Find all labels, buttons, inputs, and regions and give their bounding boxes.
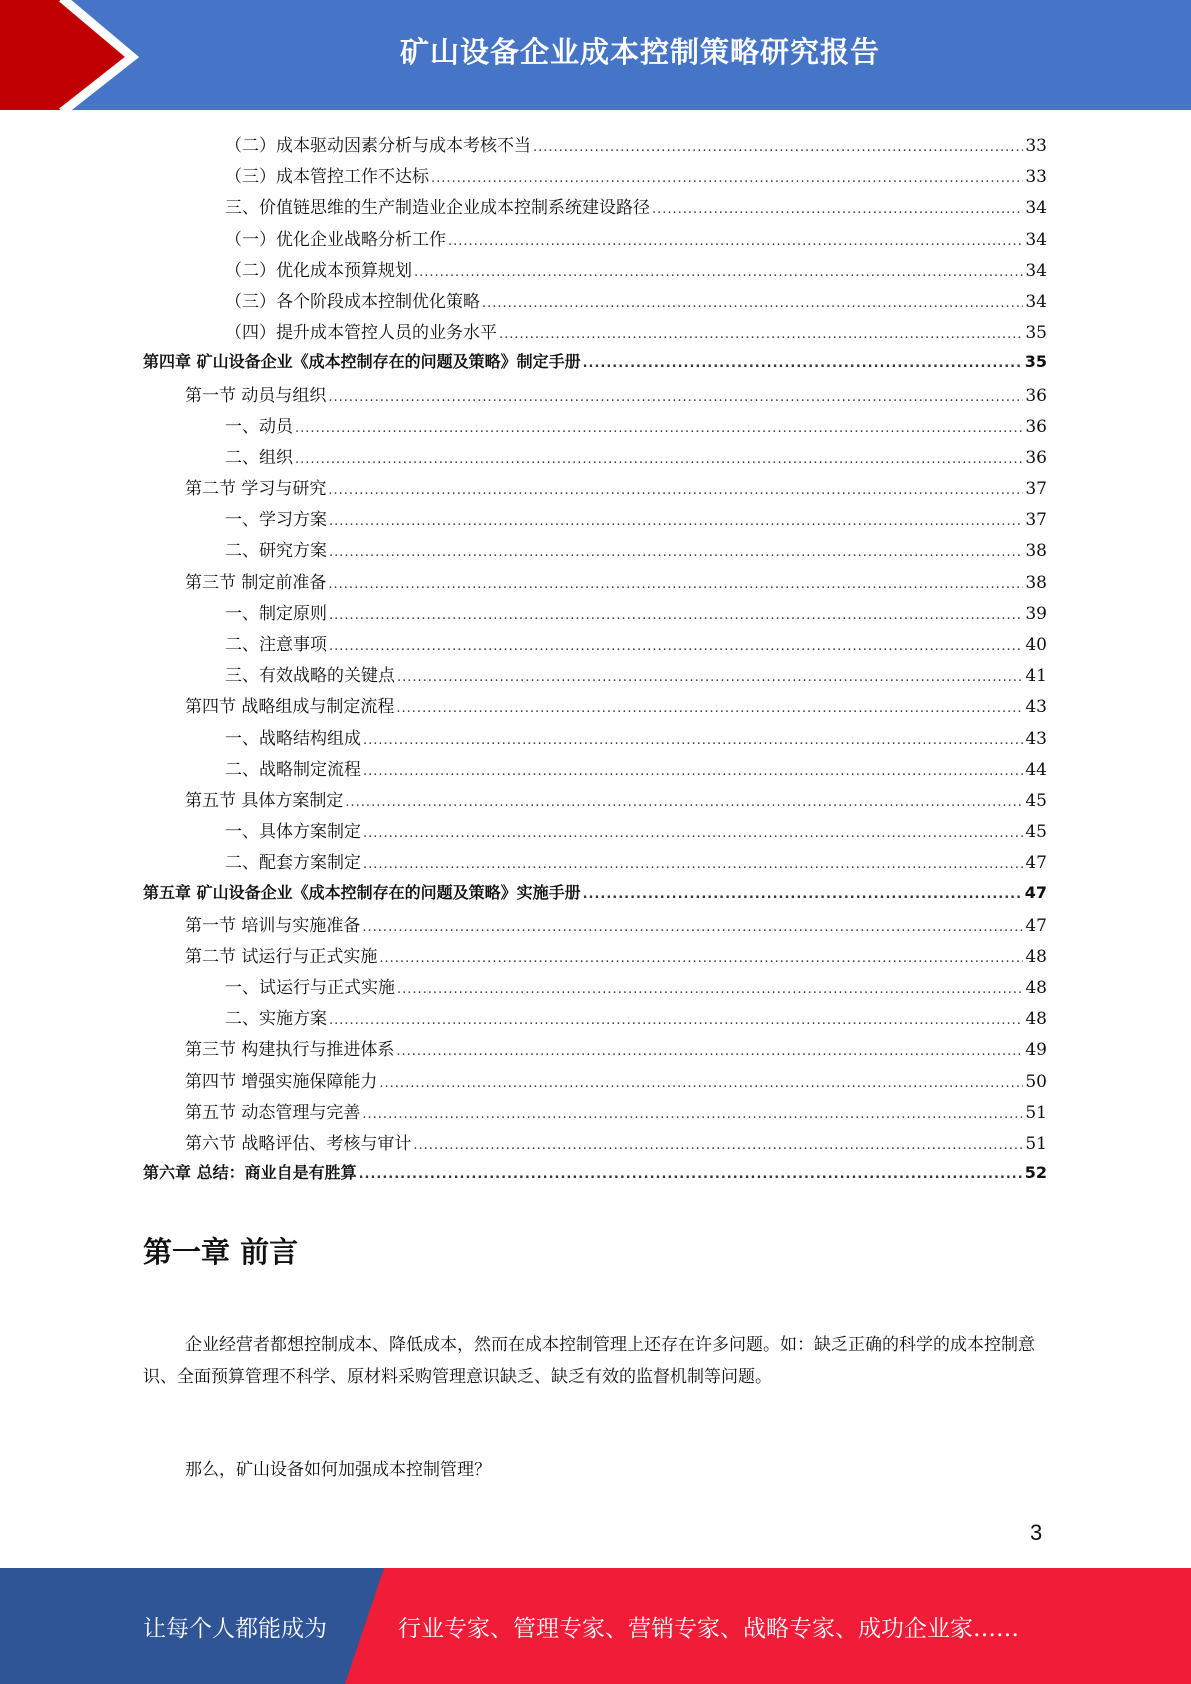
toc-leader-dots (482, 292, 1023, 312)
toc-entry-page: 37 (1025, 510, 1047, 531)
toc-entry-title: 一、试运行与正式实施 (225, 978, 395, 999)
toc-entry-title: 第四章 矿山设备企业《成本控制存在的问题及策略》制定手册 (143, 352, 581, 372)
toc-entry-title: 三、有效战略的关键点 (225, 666, 395, 687)
document-title: 矿山设备企业成本控制策略研究报告 (399, 35, 880, 69)
toc-entry-title: 一、战略结构组成 (225, 728, 361, 749)
toc-entry[interactable] (143, 1067, 1047, 1098)
toc-entry-page: 52 (1024, 1163, 1047, 1183)
toc-entry-page: 36 (1025, 416, 1047, 437)
toc-entry-title: （四）提升成本管控人员的业务水平 (225, 323, 497, 344)
table-of-contents (143, 131, 1047, 1191)
toc-entry-title: 二、注意事项 (225, 635, 327, 655)
toc-entry-title: 第五节 动态管理与完善 (185, 1102, 361, 1123)
toc-leader-dots (414, 261, 1023, 281)
toc-entry[interactable] (143, 755, 1047, 786)
toc-leader-dots (363, 729, 1023, 749)
toc-leader-dots (396, 697, 1023, 717)
toc-entry-page: 40 (1025, 635, 1047, 655)
toc-entry[interactable] (143, 630, 1047, 661)
toc-entry-title: 一、制定原则 (225, 603, 327, 624)
toc-entry[interactable] (143, 349, 1047, 380)
toc-entry[interactable] (143, 443, 1047, 474)
toc-entry[interactable] (143, 817, 1047, 848)
toc-entry[interactable] (143, 880, 1047, 911)
toc-entry-title: 第五章 矿山设备企业《成本控制存在的问题及策略》实施手册 (143, 882, 581, 902)
toc-entry-title: 第二节 学习与研究 (185, 479, 327, 500)
toc-entry-page: 41 (1025, 666, 1047, 687)
toc-leader-dots (652, 198, 1023, 218)
toc-entry-title: 第六节 战略评估、考核与审计 (185, 1134, 412, 1154)
toc-entry-title: 二、配套方案制定 (225, 853, 361, 874)
toc-entry-page: 44 (1025, 759, 1047, 780)
toc-entry-title: 第四节 战略组成与制定流程 (185, 697, 395, 718)
toc-entry-title: 三、价值链思维的生产制造业企业成本控制系统建设路径 (225, 198, 650, 219)
toc-entry[interactable] (143, 973, 1047, 1004)
footer-slogan-left: 让每个人都能成为 (143, 1616, 327, 1642)
toc-leader-dots (413, 1134, 1023, 1154)
toc-entry-title: 第一节 培训与实施准备 (185, 915, 361, 936)
toc-entry[interactable] (143, 942, 1047, 973)
toc-leader-dots (363, 853, 1023, 873)
page-footer (0, 1568, 1191, 1684)
page-number: 3 (1030, 1520, 1043, 1545)
toc-entry-title: 一、学习方案 (225, 510, 327, 531)
toc-entry[interactable] (143, 318, 1047, 349)
toc-entry-page: 43 (1025, 697, 1047, 718)
toc-leader-dots (362, 1103, 1023, 1123)
toc-entry-title: （三）成本管控工作不达标 (225, 167, 429, 188)
toc-entry-title: （三）各个阶段成本控制优化策略 (225, 291, 480, 312)
toc-entry-page: 34 (1025, 291, 1047, 312)
toc-entry[interactable] (143, 848, 1047, 879)
toc-entry-title: 二、研究方案 (225, 541, 327, 562)
toc-leader-dots (363, 760, 1023, 780)
toc-entry-title: 第五节 具体方案制定 (185, 790, 344, 811)
toc-entry[interactable] (143, 256, 1047, 287)
toc-entry-page: 48 (1025, 978, 1047, 999)
toc-entry-page: 47 (1025, 915, 1047, 936)
toc-leader-dots (328, 386, 1023, 406)
toc-entry[interactable] (143, 599, 1047, 630)
toc-entry-page: 45 (1025, 822, 1047, 843)
toc-entry-page: 51 (1025, 1134, 1047, 1154)
toc-entry[interactable] (143, 786, 1047, 817)
header-chevron-decoration (0, 0, 160, 110)
toc-leader-dots (329, 510, 1023, 530)
toc-leader-dots (448, 230, 1023, 250)
toc-entry-title: 第二节 试运行与正式实施 (185, 946, 378, 967)
toc-leader-dots (379, 1072, 1023, 1092)
toc-entry-page: 38 (1025, 572, 1047, 593)
toc-entry[interactable] (143, 1098, 1047, 1129)
toc-leader-dots (397, 978, 1023, 998)
toc-entry[interactable] (143, 1160, 1047, 1191)
toc-entry[interactable] (143, 1129, 1047, 1160)
toc-entry[interactable] (143, 536, 1047, 567)
toc-entry-title: 第四节 增强实施保障能力 (185, 1071, 378, 1092)
toc-entry-title: （二）成本驱动因素分析与成本考核不当 (225, 136, 531, 156)
toc-leader-dots (329, 541, 1023, 561)
toc-leader-dots (328, 479, 1023, 499)
toc-entry[interactable] (143, 505, 1047, 536)
toc-leader-dots (431, 167, 1023, 187)
toc-entry[interactable] (143, 661, 1047, 692)
toc-entry-page: 36 (1025, 385, 1047, 406)
toc-entry-page: 37 (1025, 479, 1047, 500)
toc-leader-dots (295, 417, 1023, 437)
toc-entry-page: 34 (1025, 260, 1047, 281)
toc-entry-title: 第三节 制定前准备 (185, 572, 327, 593)
toc-leader-dots (329, 635, 1023, 655)
toc-leader-dots (359, 1163, 1023, 1182)
toc-entry[interactable] (143, 724, 1047, 755)
toc-entry-page: 38 (1025, 541, 1047, 562)
footer-slogan-right: 行业专家、管理专家、营销专家、战略专家、成功企业家…… (398, 1616, 1019, 1642)
toc-entry-title: 二、战略制定流程 (225, 759, 361, 780)
toc-entry[interactable] (143, 692, 1047, 723)
toc-entry-page: 49 (1025, 1040, 1047, 1061)
toc-entry[interactable] (143, 412, 1047, 443)
toc-entry[interactable] (143, 162, 1047, 193)
toc-entry-title: 一、具体方案制定 (225, 822, 361, 843)
toc-entry-title: 第六章 总结：商业自是有胜算 (143, 1163, 357, 1183)
toc-entry-page: 45 (1025, 790, 1047, 811)
toc-entry-page: 50 (1025, 1071, 1047, 1092)
toc-entry-page: 34 (1025, 198, 1047, 219)
toc-entry-title: （二）优化成本预算规划 (225, 260, 412, 281)
toc-entry[interactable] (143, 1035, 1047, 1066)
toc-entry-page: 47 (1024, 882, 1047, 902)
toc-entry-title: （一）优化企业战略分析工作 (225, 229, 446, 250)
toc-leader-dots (362, 916, 1023, 936)
toc-entry-page: 34 (1025, 229, 1047, 250)
chapter-heading: 第一章 前言 (143, 1235, 299, 1269)
toc-entry-page: 39 (1025, 603, 1047, 624)
toc-entry-page: 35 (1025, 323, 1047, 344)
toc-leader-dots (533, 136, 1023, 156)
toc-entry-page: 43 (1025, 728, 1047, 749)
toc-entry[interactable] (143, 287, 1047, 318)
toc-entry[interactable] (143, 474, 1047, 505)
toc-leader-dots (499, 323, 1023, 343)
toc-leader-dots (329, 1009, 1023, 1029)
page-header (0, 0, 1191, 110)
toc-entry-page: 47 (1025, 853, 1047, 874)
toc-leader-dots (363, 822, 1023, 842)
toc-entry-page: 48 (1025, 946, 1047, 967)
toc-entry-page: 48 (1025, 1009, 1047, 1030)
toc-leader-dots (397, 666, 1023, 686)
toc-entry[interactable] (143, 1004, 1047, 1035)
toc-leader-dots (329, 604, 1023, 624)
toc-entry[interactable] (143, 381, 1047, 412)
toc-leader-dots (583, 352, 1023, 371)
toc-leader-dots (396, 1040, 1023, 1060)
toc-entry[interactable] (143, 131, 1047, 162)
toc-entry-title: 二、实施方案 (225, 1009, 327, 1030)
toc-entry[interactable] (143, 568, 1047, 599)
toc-leader-dots (328, 573, 1023, 593)
toc-leader-dots (345, 791, 1023, 811)
toc-leader-dots (583, 883, 1023, 902)
toc-entry-title: 第三节 构建执行与推进体系 (185, 1040, 395, 1061)
body-paragraph: 那么，矿山设备如何加强成本控制管理？ (185, 1460, 491, 1480)
toc-entry-page: 35 (1024, 352, 1047, 372)
toc-entry-title: 一、动员 (225, 416, 293, 437)
toc-leader-dots (379, 947, 1023, 967)
toc-entry-title: 第一节 动员与组织 (185, 385, 327, 406)
toc-entry[interactable] (143, 225, 1047, 256)
body-paragraph: 企业经营者都想控制成本、降低成本，然而在成本控制管理上还存在许多问题。如：缺乏正确的科学的成本控制意识、全面预算管理不科学、原材料采购管理意识缺乏、缺乏有效的监督机制等问题。 (143, 1335, 1035, 1387)
toc-leader-dots (295, 448, 1023, 468)
toc-entry[interactable] (143, 193, 1047, 224)
toc-entry-page: 33 (1025, 136, 1047, 156)
toc-entry-page: 36 (1025, 447, 1047, 468)
toc-entry[interactable] (143, 911, 1047, 942)
toc-entry-page: 51 (1025, 1102, 1047, 1123)
toc-entry-title: 二、组织 (225, 447, 293, 468)
toc-entry-page: 33 (1025, 167, 1047, 188)
